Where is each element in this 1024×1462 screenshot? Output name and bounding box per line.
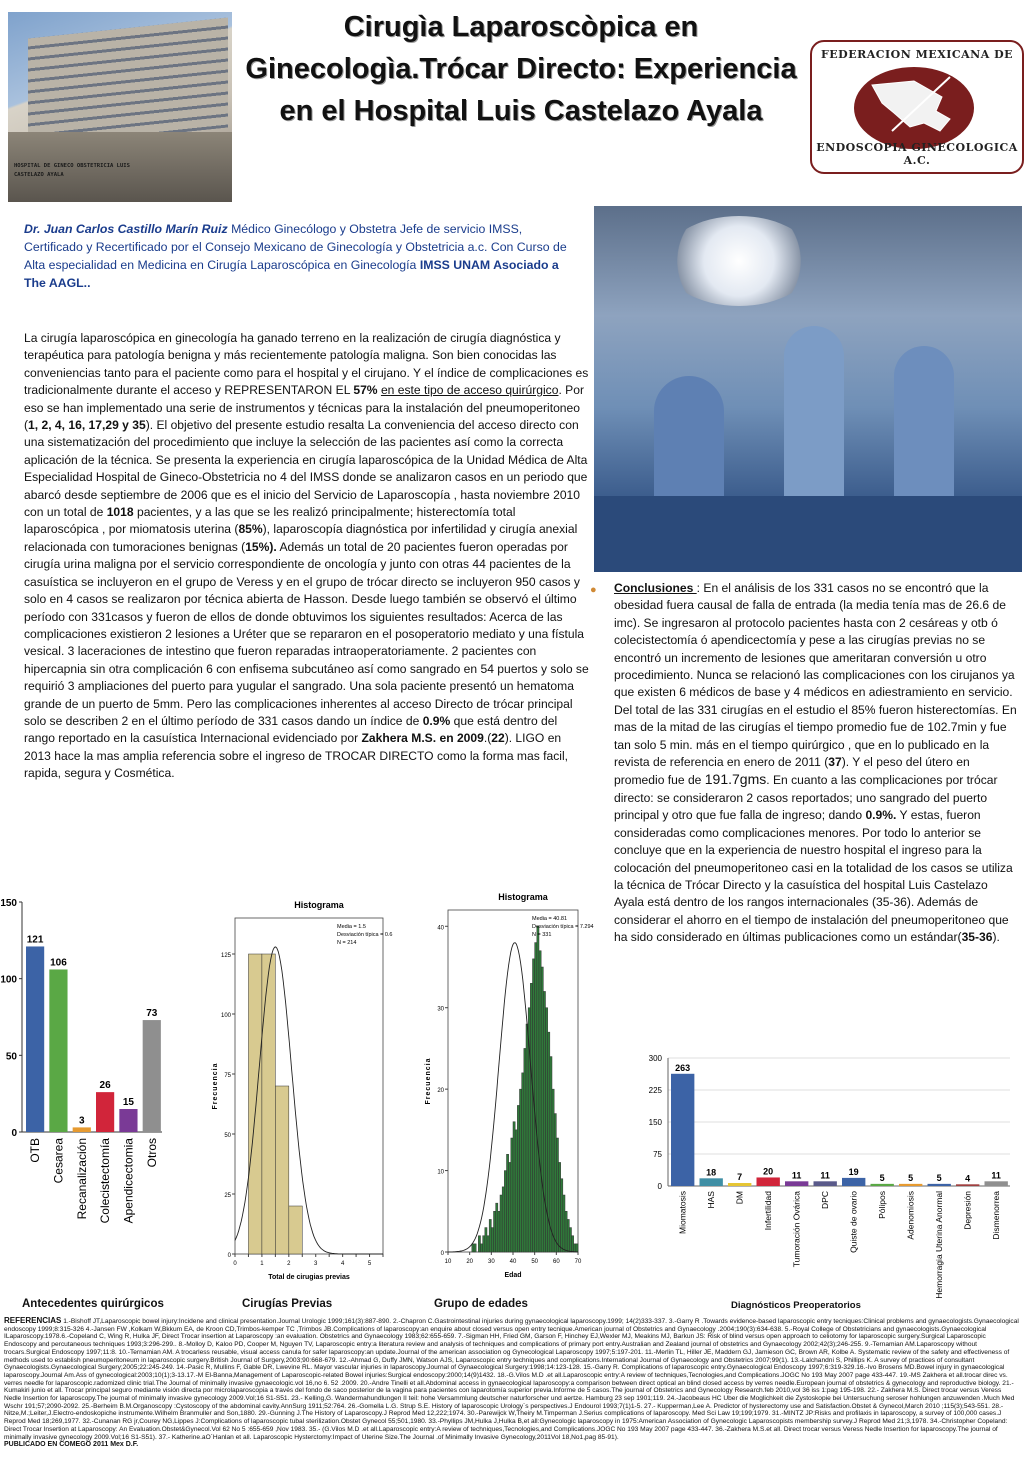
data-label: 5 (879, 1172, 885, 1183)
abstract-part: ). LIGO en 2013 hace la mas amplia referencia sobre el ingreso de TROCAR DIRECTO como la forma mas facil, rapida, segura y Cosmética. (24, 731, 568, 781)
stats-label: Media = 40.81 (532, 916, 568, 922)
antecedentes-bar-chart (0, 890, 170, 1280)
histogram-bar (498, 1211, 500, 1252)
histogram-bar (556, 1138, 558, 1252)
histogram-bar (567, 1219, 569, 1252)
x-tick-label: 1 (260, 1261, 264, 1267)
histogram-bar (504, 1171, 506, 1252)
histogram-bar (554, 1114, 556, 1252)
category-label: Quiste de ovario (848, 1191, 859, 1253)
data-label: 19 (848, 1166, 859, 1177)
y-tick-label: 0 (440, 1251, 444, 1257)
data-label: 3 (78, 1115, 85, 1127)
y-tick-label: 30 (437, 1006, 444, 1013)
data-label: 11 (791, 1170, 802, 1181)
bar (728, 1183, 751, 1186)
y-tick-label: 50 (5, 1051, 17, 1063)
y-axis-label: Frecuencia (212, 1062, 219, 1110)
abstract-part: ). El objetivo del presente estudio resalta La conveniencia del acceso directo con una sistematización del procedimiento que incluye la selección de las pacientes así como la correcta aplicación de la técnica. Se presenta la experiencia en cirugía laparoscópica de la Unidad Médica de Alta Especialidad Hospital de Gineco-Obstetricia no 4 del IMSS donde se analizaron casos en un periodo que abarcó desde septiembre de 2006 que es el inicio del Servicio de Laparoscopía , hasta noviembre 2010 con un total de (24, 418, 588, 520)
bar (785, 1181, 808, 1186)
y-tick-label: 300 (648, 1054, 662, 1063)
conclusions-part: : En el análisis de los 331 casos no se encontró que la obesidad fuera causal de falla de entrada (la media tenía mas de 26.6 de imc). Se ingresaron al protocolo pacientes hasta con 2 cesáreas y otb ó colecistectomía ó apendicectomía y pese a las cirugías previas no se encontró un incremento de lesiones que ameritaran conversión u otro procedimiento. Nunca se relacionó las complicaciones con los cirujanos ya que existen 6 médicos de base y 4 médicos en adiestramiento en servicio. Del total de las 331 cirugías en el estudio el 85% fueron histerectomías. En mas de la mitad de las cirugías el tiempo promedio fue de 102.7min y fue tan solo 5 min. más en el tiempo quirúrgico , que en lo publicado en la revista de referencia en enero de 2011 ( (614, 581, 1017, 770)
histogram-bar (494, 1211, 496, 1252)
bar (842, 1178, 865, 1186)
abstract-part: pacientes, y a las que se les realizó principalmente; histerectomía total laparoscópica , por miomatosis uterina ( (24, 505, 516, 537)
y-tick-label: 75 (224, 1073, 231, 1079)
category-label: OTB (28, 1138, 43, 1163)
x-axis-label: Total de cirugias previas (268, 1274, 350, 1281)
histogram-bar (563, 1195, 565, 1252)
y-tick-label: 40 (437, 925, 444, 932)
abstract-highlight: 0.9% (422, 713, 451, 728)
histogram-bar (517, 1105, 519, 1252)
data-label: 121 (26, 934, 44, 946)
building-sign: HOSPITAL DE GINECO OBSTETRICIA LUIS CASTELAZO AYALA (14, 163, 130, 178)
data-label: 4 (965, 1173, 971, 1184)
abstract-part: La cirugía laparoscópica en ginecología ha ganado terreno en la realización de cirugía diagnóstica y terapéutica para patología benigna y más recientemente patología maligna. Son bien conocidas las conveniencias tanto para el paciente como para el hospital y el cirujano. Y el índice de complicaciones es tradicionalmente durante el acceso y REPRESENTARON EL (24, 331, 589, 398)
x-tick-label: 60 (552, 1259, 560, 1265)
bar (49, 969, 67, 1132)
x-tick-label: 5 (367, 1261, 372, 1267)
histogram-bar (481, 1244, 483, 1252)
bar (119, 1109, 137, 1132)
histogram-bar (565, 1211, 567, 1252)
hospital-building-photo (8, 12, 232, 202)
bar (26, 946, 44, 1132)
data-label: 11 (991, 1170, 1001, 1181)
y-tick-label: 225 (648, 1086, 662, 1095)
logo-bottom-text: ENDOSCOPIA GINECOLOGICA A.C. (816, 141, 1018, 167)
bar (956, 1184, 979, 1186)
histogram-bar (513, 1122, 515, 1252)
stats-label: Desviación típica = 0.6 (337, 932, 393, 938)
y-tick-label: 20 (437, 1088, 444, 1095)
abstract-highlight: Zakhera M.S. en 2009 (361, 731, 484, 746)
bar (814, 1181, 837, 1186)
histogram-bar (520, 1089, 522, 1252)
chart-title: Histograma (498, 892, 548, 902)
histogram-bar (526, 1024, 528, 1252)
bar (899, 1184, 922, 1186)
abstract-refs: 1, 2, 4, 16, 17,29 y 35 (28, 418, 146, 433)
edades-histogram (418, 882, 618, 1292)
references-footer: PUBLICADO EN COMEGO 2011 Mex D.F. (4, 1441, 139, 1449)
y-tick-label: 10 (437, 1169, 444, 1176)
bar (928, 1184, 951, 1186)
category-label: Adenomiosis (905, 1191, 916, 1240)
bar (700, 1178, 723, 1186)
category-label: HAS (706, 1191, 717, 1209)
histogram-bar (569, 1228, 571, 1252)
y-tick-label: 125 (220, 953, 231, 959)
abstract-highlight: 1018 (106, 505, 134, 520)
stats-label: N = 214 (337, 940, 357, 946)
category-label: Depresión (962, 1191, 973, 1230)
histogram-bar (485, 1228, 487, 1252)
bar (985, 1181, 1008, 1186)
y-tick-label: 100 (220, 1013, 231, 1019)
y-tick-label: 100 (0, 974, 17, 986)
histogram-bar (561, 1179, 563, 1252)
histogram-bar (489, 1219, 491, 1252)
data-label: 106 (50, 957, 67, 969)
chart-title: Histograma (294, 900, 344, 910)
histogram-bar (522, 1073, 524, 1252)
y-axis-label: Frecuencia (425, 1057, 432, 1105)
abstract-underline: en este tipo de acceso quirúrgico (380, 383, 559, 398)
histogram-bar (574, 1244, 576, 1252)
category-label: Recanalización (74, 1138, 89, 1220)
histogram-bar (491, 1228, 493, 1252)
caption-diagnosticos: Diagnósticos Preoperatorios (731, 1300, 861, 1311)
histogram-bar (474, 1244, 476, 1252)
abstract-highlight: 15%). (245, 539, 277, 554)
category-label: Tumoración Ovárica (791, 1191, 802, 1268)
conclusions-text (590, 580, 1018, 947)
y-tick-label: 150 (648, 1118, 662, 1127)
data-label: 7 (737, 1172, 743, 1183)
category-label: Apendicectomia (121, 1138, 136, 1224)
x-tick-label: 4 (340, 1261, 345, 1267)
abstract-highlight: 57% (353, 383, 378, 398)
histogram-bar (537, 926, 539, 1252)
bullet-icon: ● (590, 584, 597, 596)
conclusions-part: . En cuanto a las complicaciones por trócar directo: se consideraron 2 casos reportados; uno sangrado del puerto principal y otro que fue falla de ingreso; dando (614, 773, 998, 823)
category-label: Cesarea (51, 1138, 66, 1184)
author-name: Dr. Juan Carlos Castillo Marín Ruiz (24, 222, 228, 236)
x-tick-label: 10 (444, 1259, 452, 1265)
histogram-bar (543, 991, 545, 1252)
bar (96, 1092, 114, 1132)
x-tick-label: 3 (314, 1261, 318, 1267)
x-tick-label: 50 (531, 1259, 539, 1265)
abstract-highlight: 22 (491, 731, 505, 746)
caption-cirugias-previas: Cirugías Previas (242, 1298, 333, 1310)
cirugias-previas-histogram (205, 890, 395, 1290)
x-tick-label: 70 (574, 1259, 582, 1265)
stats-label: N = 331 (532, 932, 552, 938)
histogram-bar (576, 1244, 578, 1252)
references (4, 1317, 1020, 1449)
histogram-bar (507, 1154, 509, 1252)
data-label: 15 (122, 1097, 134, 1108)
abstract-part: Además un total de 20 pacientes fueron operadas por cirugía urina maligna por el servicio correspondiente de oncología y junto con otras 44 pacientes de la casuística se incluyeron en el grupo de Veress y en el grupo de trócar directo se incluyeron 950 casos y solo en 4 casos se realizaron por técnica abierta de Hasson. Desde luego también se observó el último período con 331casos y fueron de ellos de donde obtuvimos los siguientes resultados: Acerca de las complicaciones existieron 2 lesiones a Uréter que se repararon en el posoperatorio mediato y una fístula vesical. 3 laceraciones de intestino que fueron reparadas intraoperatoriamente. 2 pacientes con hipercapnia sin otra complicación 6 con enfisema subcutáneo así como sangrado en 54 puertos y solo se requirió 3 ampliaciones del puerto para yugular el sangrado. Una sola paciente presentó un hematoma grande de un puerto de 5mm. Pero las complicaciones inherentes al acceso Directo de trócar principal solo se describen 2 en el último período de 331 casos dando un índice de (24, 539, 589, 728)
data-label: 73 (146, 1008, 158, 1020)
y-tick-label: 0 (227, 1253, 231, 1259)
histogram-bar (511, 1138, 513, 1252)
category-label: Pólipos (877, 1191, 888, 1219)
y-tick-label: 0 (11, 1128, 17, 1139)
histogram-bar (559, 1162, 561, 1252)
y-tick-label: 0 (657, 1182, 662, 1191)
abstract-part: que está dentro del rango reportado en la casuística Internacional evidenciado por (24, 713, 558, 746)
category-label: Colecistectomía (98, 1138, 113, 1224)
x-tick-label: 2 (287, 1261, 291, 1267)
category-label: Hemorragia Uterina Anormal (934, 1191, 945, 1299)
histogram-bar (524, 1048, 526, 1252)
author-credentials: Médico Ginecólogo y Obstetra Jefe de servicio IMSS, Certificado y Recertificado por el Consejo Mexicano de Ginecología y Obstetricia a.c. Con Curso de Alta especialidad en Medicina en Cirugía Laparoscópica en Ginecología (24, 222, 567, 272)
author-block (24, 220, 574, 292)
diagnosticos-bar-chart (634, 1050, 1024, 1300)
conclusions-pct: 0.9%. (865, 808, 897, 823)
y-tick-label: 25 (224, 1193, 231, 1199)
conclusions-part: ). Y el peso del útero en promedio fue de (614, 755, 970, 788)
author-affiliation: IMSS UNAM Asociado a The AAGL.. (24, 258, 559, 290)
abstract-text (24, 330, 589, 783)
bar (871, 1184, 894, 1186)
data-label: 5 (908, 1172, 914, 1183)
histogram-bar (535, 943, 537, 1252)
logo-top-text: FEDERACION MEXICANA DE (820, 48, 1014, 61)
bar (143, 1020, 161, 1132)
histogram-bar (496, 1203, 498, 1252)
bar (757, 1177, 780, 1186)
histogram-bar (572, 1236, 574, 1252)
histogram-bar (472, 1244, 474, 1252)
category-label: Miomatosis (677, 1191, 688, 1234)
surgery-photo (594, 206, 1022, 572)
histogram-bar (289, 1206, 302, 1254)
histogram-bar (262, 954, 275, 1254)
federation-logo (810, 40, 1024, 174)
histogram-bar (487, 1236, 489, 1252)
references-text: 1.-Bishoff JT,Laparoscopic bowel injury:Incidene and clinical presentation.Journal Urologic 1999;161(3):887-890. 2.-Chapron C.Gastrointestinal injuries during gynaecological laparoscopy.1999; 14(2)333-337. 3.-Garry R .Towards evidence-based laparoscopic entry tecniques:Clinical problems and gynaecologists.Gynaecological endoscopy 1999;8:315-326 4.-Jansen FW ,Kolkam W,Bkkum EA, de Kroon CD,Trimbos-kemper TC ,Trimbos JB.Complications of laparoscopy:an enquire about closed versus open entry tecnique.American journal of Obstetrics and Gynaecology .2004;190(3):634-638. 5.-Royal College of Obstetricians and gynaecologists.Gynaecological ILaparoscopy.1978.6.-Copeland C, Wing R, Hulka JF, Direct Trocar insertion at Laparoscopy :an evaluation. Obstetrics and Gynaecology 1983;62:655-659. 7.-Sigman HH, Fried GM, Garson F, Hinchey EJ,Wexler MJ, Meakins MJ, Barkun JS: Risk of blind versus open approach to celiotomy for laparoscopic surgery.Surgical Laparoscopic Endoscopy and percutaneous techniques 1993;3:296-299.. 8.-Molloy D, Kaloo PD, Cooper M, Nguyen TV, Laparoscopic entry:a literatura review and analysis of techniques and complications of primary port entry.Australian and Zealand journal of obstetrics and Gynaecology 2002;42(3);246-255. 9.-Ternamian AM.Laparoscopy without trocars.Surgical Endoscopy 1997;11:8. 10.-Ternamian AM. A trocarless reusable, visual access canula for safer laparoscopy:an update.Journal of the american association og Gynecological Laparoscopy 1997;5:197-201. 11.-Merlin TL, Hiller JE, Maddern GJ, Jamieson GC, Brown AR, Kolbe A. Systematic review of the safety and effectiveness of methods used to establish pneumoperitoneum in laparoscopic surgery.British Journal of Surgery,2003;90:668-679. 12.-Ahmad G, Duffy JMN, Watson AJS, Laparoscopic entry techniques and complications.International Journal of Gynaecology and Obstetrics 2007;99(1). 13.-Lalchandni S, Phillips K. A survey of practices of consultant Gynaecologists.Gynaecological Surgery;2005;22:245-249. 14.-Pasic R, Mullins F, Gable DR, Lwevine RL. Mayor vascular injuries in laparoscopy.Journal of Gynaecological Surgery:1998;14:123-128. 15.-Garry R. Complications of laparoscopic entry.Gynaecological Endoscopy 1997;6:319-329.16.-Ivo Brosens MD.Bowel injury in gynaecological laparoscopy.Journal Am.Ass of gynecological:2003;10(1);3-13.17.-M El-Banna,Management of Laparoscopic-related Bowel injuries:Surgical endoscopy:2000;14(9)1432. 18.-G.Vilos M.D .et all.Laparoscopic entry:A review of techniques,Tecnologies,and Complications.JOGC No 193 May 2007 page 433-447. 19.-MS Zakhera et all.trocar direc vs. verres needle for laparoscopic.radomized clinic trial.The Journal of minimally invasive gynaecologic.vol 16,no 6. 52 .2009. 20.-Andre Tinelli et all.Abdominal access in gynaecological laparoscopy:a comparison between direct optical an blind closed access by verres needle.European journal of obstetrics & gynecology and reproductive biology. 21.-Kumakiri junio et all. Trocar principal seguro mediante visión directa por microlaparoscopia a través del fondo de saco posterior de la vagina para pacientes con laparotomía superior previa.Informe de 5 casos.The journal of Obstetrics and Gynecology Research.feb 2010,vol 36 iss 1:pag 195-198. 22.- Zakhera M.S. Direct trocar versus Veress Nedle Insertion for laparoscopy.The journal of minimally invasive gynecology 2009.Vol;16 S1-S51. 23.- Kelling,G. Wandermahundlungen II teil: hohe Versammlung deutscher naturforscher und aertze. Hamburg 23 sep 1901;119. 24.-Jacobeaus HC Uber die Moglichkeit die Zystoskopie bei Untersuchung seroser hohlungen anzuwenden .Much Med Wschr 191;57;2090-2092. 25.-Berheim B.M.Organoscopy :Cystoscopy of the abdominal cavity.AnnSurg 1911;52:764. 26.-Gomella L.G. Strup S.E. History of laparoscopic Urology´s perspectives.J Endourol 1993;7(1)1-5. 27.- Kupperman,Lee A. Predictor of hysterectomy use and Satisfaction.Obstet & Gynecol,March 2010 ;115(3);543-551. 28.-Nitze,M.;Leiter,J.Electro-endoskopiche instrumente.Wilhelm Branmuller and Son,1880. 29.-Gunning J.The History of Laparoscopy.J Reprod Med 12,222;1974. 30.-Parewijck W,Theiry M.Timperman J.Serius complications of laparoscopy. Med Sci Law 19;199;1979. 31.-MINTZ JP:Risks and profilaxis in laparoscopy, a survey of 100,000 cases.J Reprod Med 18;269,1977. 32.-Cunanan RG jr,Courey NG,Lippes J:Complications of laparoscopic tubal sterilization.Obstet Gynecol 55;501,1980. 33.-Phyllips JM,Hulka J,Hulka B,et all:Gynecologic laparoscopy in 1975:American Association of Gynecologic Laparoscopists membership survey.J Reprod Med 21;3,1978. 34.-Christopher Copeland: Direct Trocar Insertion at Laparoscopy: An Evaluation.Obstet&Gynecol.Vol 62 No 5 :655-659 ,Nov 1983. 35.- (G.Vilos M.D .et all.Laparoscopic entry:A review of techniques,Tecnologies,and Complications.JOGC No 193 May 2007 page 433-447. 36.-Zakhera M.S.et all. Direct trocar versus Veress Nedle Insertion for laparoscopy.The journal of minimally invasive gynecology 2009.Vol;16 S1-S51). 37.- Katherine.aO´Hanlan et all. Laparoscopic Hysterctomy:Impact of Uterine Size.The Journal .of Minimally Invasive Gynecology,2011Vol 18,No1,pag 85-91). (4, 1318, 1019, 1441)
conclusions-part: Y estas, fueron consideradas como complicaciones menores. Por todo lo anterior se concluye que en la experiencia de nuestro hospital el ingreso para la colocación del pneumoperitoneo casi en la totalidad de los casos se utiliza la técnica de Trócar Directo y la casuística del hospital Luis Castelazo Ayala está dentro de los rangos internacionales (35-36). Además de considerar el ahorro en el tiempo de instalación del pneumoperitoneo que ha sido considerado en últimas publicaciones como un estándar( (614, 808, 1013, 945)
data-label: 20 (763, 1166, 774, 1177)
abstract-part: .( (483, 731, 492, 746)
conclusions-ref: 35-36 (961, 930, 993, 945)
caption-edades: Grupo de edades (434, 1298, 528, 1310)
bar (671, 1074, 694, 1186)
histogram-bar (275, 1086, 288, 1254)
abstract-part: ), laparoscopía diagnóstica por infertilidad y cirugía anexial relacionada con tumoraciones benignas ( (24, 522, 578, 554)
y-tick-label: 150 (0, 898, 17, 909)
histogram-bar (539, 951, 541, 1252)
histogram-bar (509, 1162, 511, 1252)
stats-label: Media = 1.5 (337, 924, 366, 930)
histogram-bar (248, 954, 261, 1254)
category-label: Otros (144, 1138, 159, 1168)
category-label: Dismenorrea (991, 1191, 1002, 1240)
data-label: 26 (99, 1080, 111, 1092)
histogram-bar (478, 1236, 480, 1252)
x-tick-label: 40 (509, 1259, 517, 1265)
data-label: 263 (675, 1062, 691, 1073)
conclusions-heading: Conclusiones (614, 581, 697, 595)
x-axis-label: Edad (504, 1272, 522, 1279)
histogram-bar (500, 1195, 502, 1252)
bar (73, 1127, 91, 1132)
abstract-part: . Por eso se han implementado una serie de instrumentos y técnicas para la instalación del pneumoperitoneo ( (24, 383, 584, 433)
category-label: DPC (820, 1191, 831, 1209)
conclusions-part: ). (992, 930, 1000, 945)
histogram-bar (502, 1187, 504, 1252)
caption-antecedentes: Antecedentes quirúrgicos (22, 1298, 164, 1310)
histogram-bar (550, 1057, 552, 1252)
mexico-map-logo-icon (854, 67, 974, 149)
x-tick-label: 30 (487, 1259, 495, 1265)
data-label: 5 (936, 1172, 942, 1183)
poster-title: Cirugìa Laparoscòpica en Ginecologìa.Trócar Directo: Experiencia en el Hospital Luis Castelazo Ayala (245, 11, 797, 127)
data-label: 11 (820, 1170, 830, 1181)
abstract-highlight: 85% (238, 522, 263, 537)
category-label: DM (734, 1191, 745, 1205)
histogram-bar (552, 1089, 554, 1252)
conclusions-ref: 37 (828, 755, 842, 770)
y-tick-label: 75 (653, 1150, 662, 1159)
references-label: REFERENCIAS (4, 1316, 62, 1325)
category-label: Infertilidad (763, 1191, 774, 1231)
histogram-bar (483, 1236, 485, 1252)
x-tick-label: 20 (466, 1259, 474, 1265)
histogram-bar (541, 967, 543, 1252)
stats-label: Desviación típica = 7.294 (532, 924, 594, 930)
histogram-bar (515, 1130, 517, 1252)
conclusions-weight: 191.7gms (704, 771, 767, 788)
y-tick-label: 50 (224, 1133, 231, 1139)
data-label: 18 (706, 1167, 717, 1178)
x-tick-label: 0 (233, 1261, 237, 1267)
histogram-bar (530, 983, 532, 1252)
